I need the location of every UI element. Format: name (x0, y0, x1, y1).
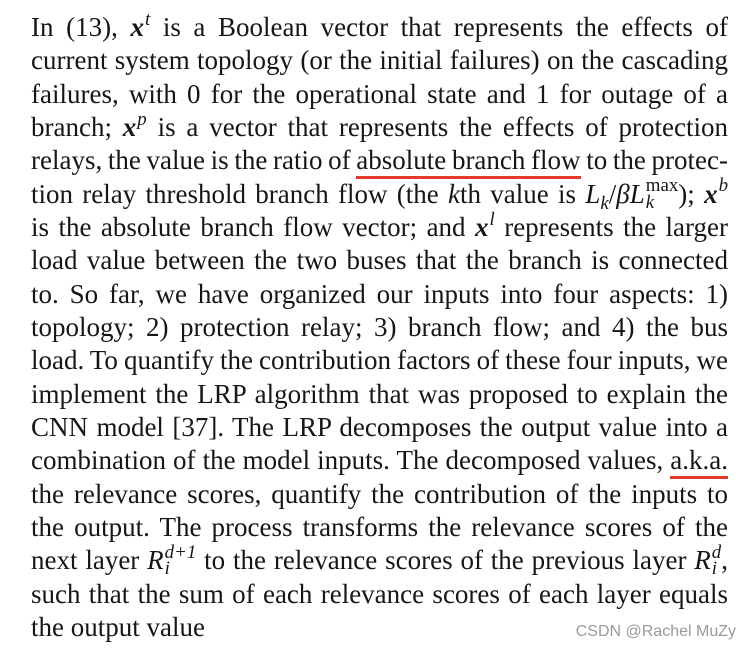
text-line-content (31, 445, 728, 479)
text-line-content (31, 79, 728, 109)
text-run: th value is (460, 178, 586, 209)
text-line-content (31, 512, 728, 542)
text-line (31, 8, 728, 44)
text-line (31, 411, 728, 444)
math-vector (704, 175, 729, 209)
text-run: to the relevance scores of the previous layer (196, 545, 695, 576)
text-line-content (31, 145, 728, 179)
math-vector (130, 8, 151, 42)
text-line-content (31, 412, 728, 442)
text-line (31, 378, 728, 411)
text-line-content (31, 245, 728, 275)
text-line (31, 108, 728, 144)
text-line-content (31, 541, 728, 580)
superscript: d+1 (164, 541, 197, 563)
text-run: current system topology (or the initial failures) on the cascading (31, 45, 728, 76)
text-run: the relevance scores, quantify the contribution of the inputs to (31, 478, 728, 509)
text-line (31, 444, 728, 477)
text-run: next layer (31, 545, 148, 576)
text-line-content (31, 8, 728, 42)
text-line-content (31, 612, 205, 642)
text-run: load. To quantify the contribution factors of these four inputs, we (31, 345, 728, 376)
text-run: is the absolute branch flow vector; and (31, 211, 475, 242)
text-line (31, 311, 728, 344)
superscript: max (645, 174, 679, 196)
superscript: b (718, 175, 729, 197)
text-run: such that the sum of each relevance scores of each layer equals (31, 578, 728, 609)
text-run: branch; (31, 111, 123, 142)
paper-text-excerpt (31, 8, 729, 644)
math-variable (585, 178, 609, 214)
text-line (31, 208, 728, 244)
script-stack (711, 541, 722, 580)
text-run: is a vector that represents the effects of protection (146, 111, 728, 142)
text-run: the output. The process transforms the relevance scores of the (31, 511, 728, 542)
text-line-content (31, 312, 728, 342)
text-line-content (31, 174, 729, 214)
text-line-content (31, 45, 728, 75)
text-run: load value between the two buses that the branch is connected (31, 245, 728, 276)
text-line (31, 344, 728, 377)
text-run: CNN model [37]. The LRP decomposes the output value into a (31, 411, 728, 442)
text-line (31, 174, 729, 214)
variable-symbol: k (448, 178, 461, 209)
script-stack (645, 174, 679, 213)
text-line-content (31, 108, 728, 142)
variable-symbol: L (629, 178, 645, 209)
math-variable (629, 174, 679, 213)
text-run: the output value (31, 611, 205, 642)
text-run: to the protec- (580, 145, 728, 176)
text-run: ); (678, 178, 705, 209)
text-line-content (31, 479, 728, 509)
text-run: relays, the value is the ratio of (31, 145, 357, 176)
subscript: i (711, 558, 718, 580)
variable-symbol: β (616, 178, 630, 209)
text-line (31, 44, 728, 77)
text-line-content (31, 279, 728, 309)
text-line (31, 144, 728, 177)
red-underlined-phrase: a.k.a. (670, 445, 728, 479)
math-vector (122, 108, 147, 142)
text-run: implement the LRP algorithm that was proposed to explain the (31, 378, 728, 409)
text-line-content (31, 379, 728, 409)
watermark-text: CSDN @Rachel MuZy (575, 623, 736, 640)
text-line-content (31, 579, 728, 609)
text-line-content (31, 345, 728, 375)
text-line (31, 511, 728, 544)
variable-symbol: R (147, 545, 164, 576)
variable-symbol: L (585, 178, 601, 209)
superscript: p (137, 108, 147, 130)
text-run: represents the larger (494, 211, 728, 242)
variable-symbol: R (694, 545, 711, 576)
text-line-content (31, 208, 728, 242)
text-line (31, 244, 728, 277)
vector-symbol: x (475, 211, 489, 242)
superscript: l (489, 208, 495, 230)
text-run: topology; 2) protection relay; 3) branch flow; and 4) the bus (31, 311, 728, 342)
superscript: d (711, 541, 722, 563)
subscript: k (600, 192, 609, 214)
subscript: k (645, 191, 655, 213)
vector-symbol: x (704, 178, 718, 209)
superscript: t (144, 8, 151, 30)
math-variable (694, 541, 722, 580)
subscript: i (164, 558, 170, 580)
text-line (31, 578, 728, 611)
script-stack (164, 541, 197, 580)
text-run: , (721, 545, 728, 576)
vector-symbol: x (130, 12, 144, 42)
text-run: / (608, 178, 617, 209)
text-run: tion relay threshold branch flow (the (31, 178, 449, 209)
text-run: is a Boolean vector that represents the effects of (150, 12, 728, 42)
text-line (31, 541, 728, 580)
text-run: combination of the model inputs. The decomposed values, (31, 445, 671, 476)
text-line (31, 478, 728, 511)
text-line (31, 278, 728, 311)
text-line (31, 78, 728, 111)
text-run: failures, with 0 for the operational state and 1 for outage of a (31, 78, 728, 109)
math-variable (147, 541, 197, 580)
vector-symbol: x (122, 111, 137, 142)
text-run: to. So far, we have organized our inputs into four aspects: 1) (31, 278, 728, 309)
red-underlined-phrase: absolute branch flow (356, 145, 580, 179)
text-run: In (13), (31, 12, 131, 42)
math-vector (475, 208, 495, 242)
